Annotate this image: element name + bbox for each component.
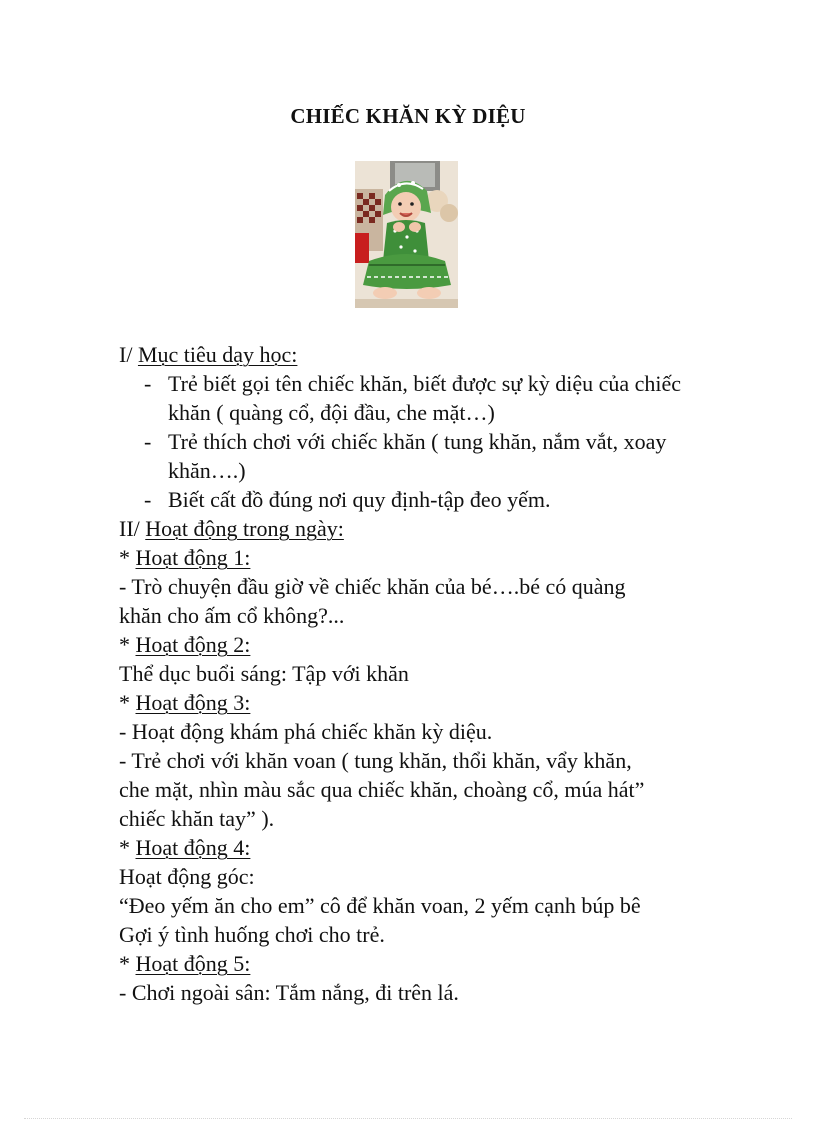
goals-list xyxy=(119,369,719,514)
activity-5-title: Hoạt động 5: xyxy=(135,951,251,976)
activity-4-line: Gợi ý tình huống chơi cho trẻ. xyxy=(119,922,385,947)
section-1-heading xyxy=(119,340,719,369)
goal-text: Trẻ biết gọi tên chiếc khăn, biết được sự kỳ diệu của chiếc khăn ( quàng cổ, đội đầu, che mặt…) xyxy=(168,371,682,425)
activity-2-title: Hoạt động 2: xyxy=(135,632,251,657)
activity-1-line: khăn cho ấm cổ không?... xyxy=(119,603,345,628)
activity-2-line: Thể dục buổi sáng: Tập với khăn xyxy=(119,661,409,686)
activity-3-line: che mặt, nhìn màu sắc qua chiếc khăn, choàng cổ, múa hát” xyxy=(119,777,645,802)
activity-3-line: - Hoạt động khám phá chiếc khăn kỳ diệu. xyxy=(119,719,493,744)
section-2-title: Hoạt động trong ngày: xyxy=(145,516,344,541)
goal-item: - Trẻ biết gọi tên chiếc khăn, biết được sự kỳ diệu của chiếc khăn ( quàng cổ, đội đầu, che mặt…) xyxy=(144,371,682,425)
baby-photo-illustration xyxy=(355,161,458,308)
activity-4-title: Hoạt động 4: xyxy=(135,835,251,860)
activity-3-line: - Trẻ chơi với khăn voan ( tung khăn, thổi khăn, vẩy khăn, xyxy=(119,748,632,773)
activity-1-title: Hoạt động 1: xyxy=(135,545,251,570)
activity-4-heading: * Hoạt động 4: xyxy=(119,835,251,860)
document-body xyxy=(119,340,719,1007)
activity-2-heading: * Hoạt động 2: xyxy=(119,632,251,657)
section-1-prefix: I/ xyxy=(119,342,138,367)
baby-photo xyxy=(355,161,458,308)
activity-5-heading: * Hoạt động 5: xyxy=(119,951,251,976)
page-bottom-divider xyxy=(24,1118,792,1119)
activity-3-title: Hoạt động 3: xyxy=(135,690,251,715)
activity-4-line: “Đeo yếm ăn cho em” cô để khăn voan, 2 yếm cạnh búp bê xyxy=(119,893,641,918)
activity-4-line: Hoạt động góc: xyxy=(119,864,255,889)
page-title: CHIẾC KHĂN KỲ DIỆU xyxy=(290,104,526,128)
goal-item: - Biết cất đồ đúng nơi quy định-tập đeo yếm. xyxy=(144,487,551,512)
activity-5-line: - Chơi ngoài sân: Tắm nắng, đi trên lá. xyxy=(119,980,459,1005)
goal-text: Biết cất đồ đúng nơi quy định-tập đeo yếm. xyxy=(168,487,551,512)
section-1-title: Mục tiêu dạy học: xyxy=(137,342,298,367)
activity-3-heading: * Hoạt động 3: xyxy=(119,690,251,715)
activity-3-line: chiếc khăn tay” ). xyxy=(119,806,275,831)
section-2-prefix: II/ xyxy=(119,516,146,541)
goal-item: - Trẻ thích chơi với chiếc khăn ( tung khăn, nắm vắt, xoay khăn….) xyxy=(144,429,667,483)
activity-1-heading: * Hoạt động 1: xyxy=(119,545,251,570)
goal-text: Trẻ thích chơi với chiếc khăn ( tung khăn, nắm vắt, xoay khăn….) xyxy=(168,429,667,483)
section-2-heading xyxy=(119,514,719,543)
activity-1-line: - Trò chuyện đầu giờ về chiếc khăn của bé….bé có quàng xyxy=(119,574,626,599)
